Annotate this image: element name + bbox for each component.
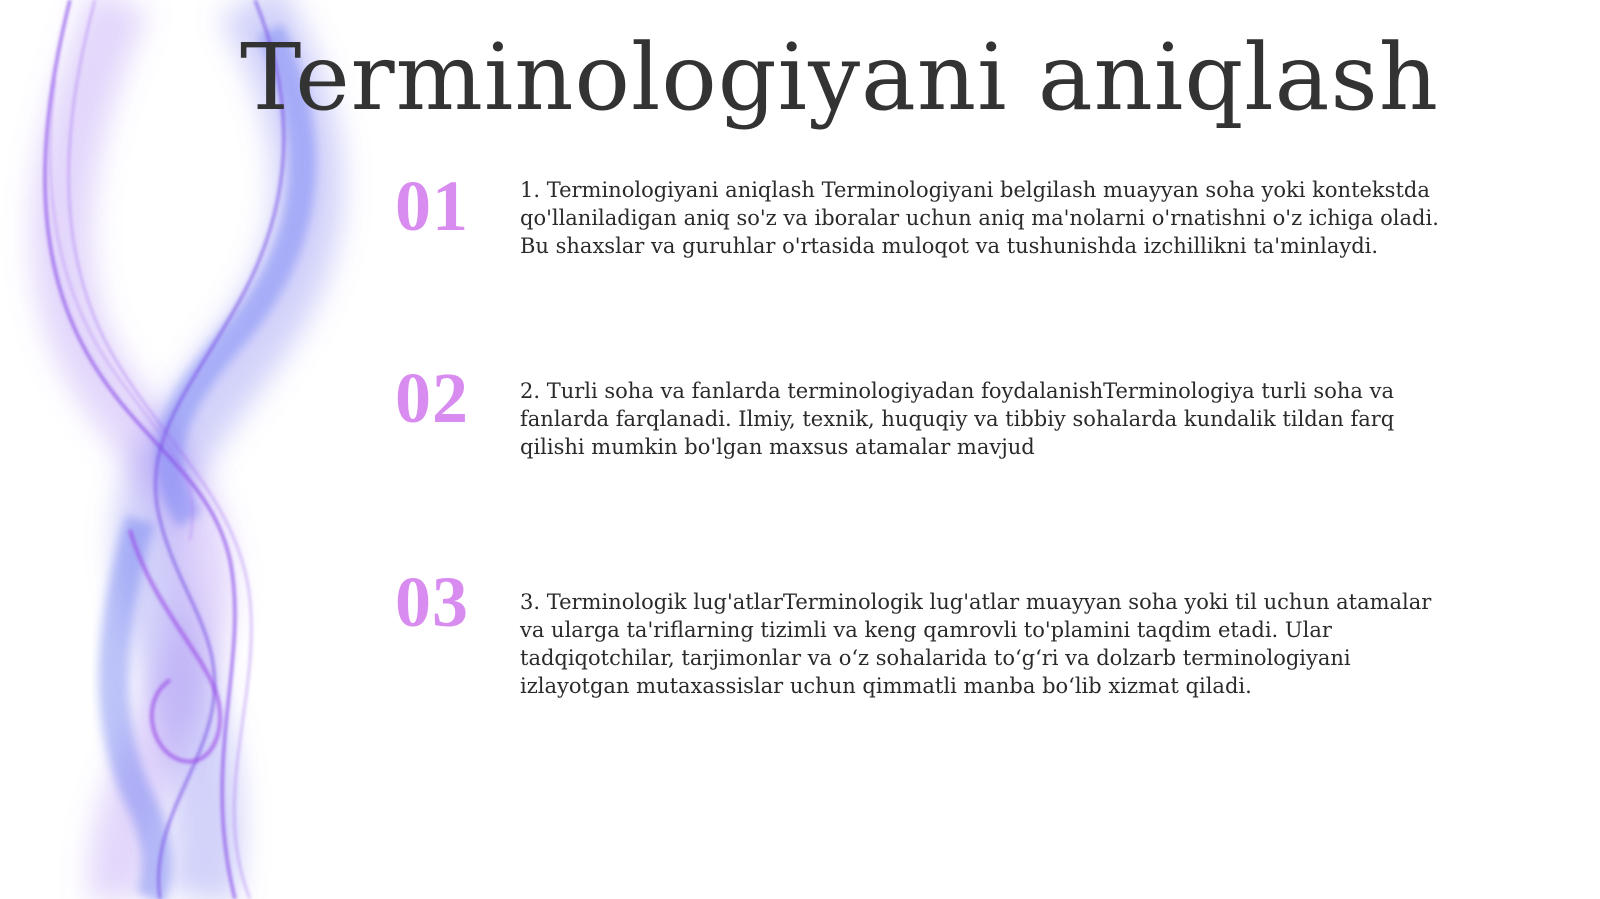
item-number: 02: [395, 358, 469, 438]
item-text: 2. Turli soha va fanlarda terminologiyadan foydalanishTerminologiya turli soha va fanlarda farqlanadi. Ilmiy, texnik, huquqiy va tibbiy sohalarda kundalik tildan farq qilishi mumkin bo'lgan maxsus atamalar mavjud: [520, 379, 1395, 459]
item-text: 1. Terminologiyani aniqlash Terminologiyani belgilash muayyan soha yoki kontekstda qo'llaniladigan aniq so'z va iboralar uchun aniq ma'nolarni o'rnatishni o'z ichiga oladi. Bu shaxslar va guruhlar o'rtasida muloqot va tushunishda izchillikni ta'minlaydi.: [520, 178, 1439, 258]
page-title: Terminologiyani aniqlash: [240, 24, 1439, 131]
item-text: 3. Terminologik lug'atlarTerminologik lug'atlar muayyan soha yoki til uchun atamalar va ularga ta'riflarning tizimli va keng qamrovli to'plamini taqdim etadi. Ular tadqiqotchilar, tarjimonlar va o‘z sohalarida to‘g‘ri va dolzarb terminologiyani izlayotgan mutaxassislar uchun qimmatli manba bo‘lib xizmat qiladi.: [520, 590, 1432, 698]
item-number: 01: [395, 166, 469, 246]
item-number: 03: [395, 562, 469, 642]
purple-smoke-decoration: [0, 0, 420, 899]
